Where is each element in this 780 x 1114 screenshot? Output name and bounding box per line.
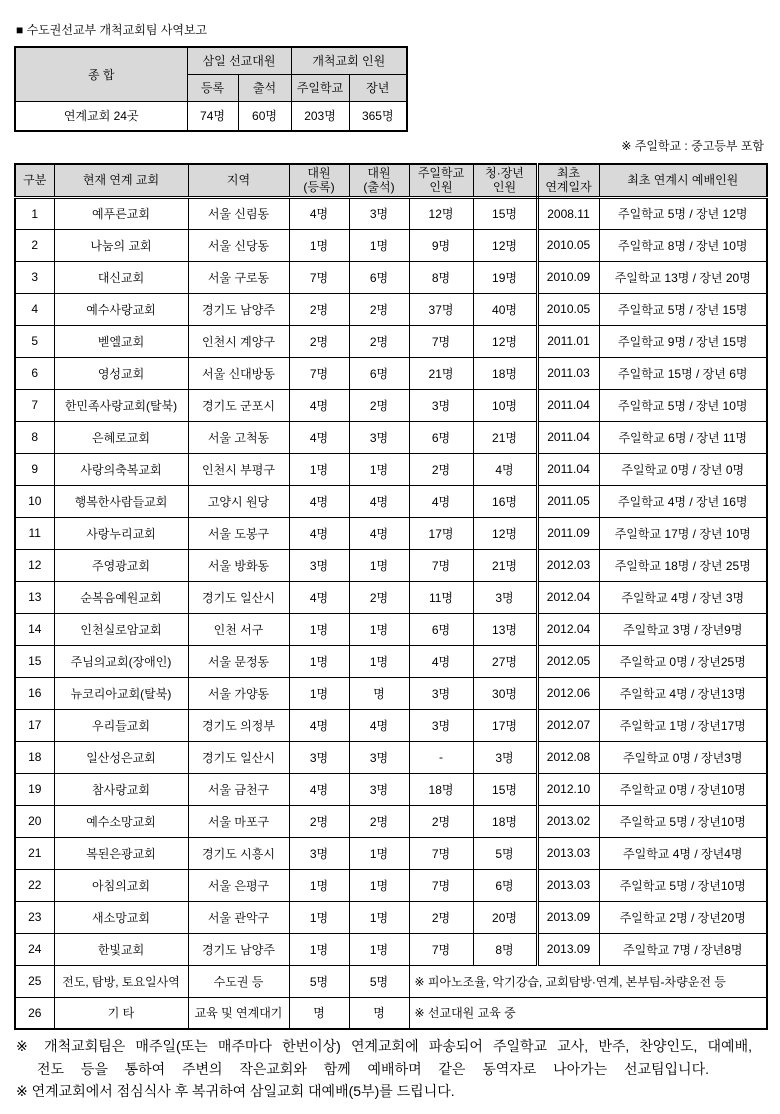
members-registered-cell: 2명 [289, 293, 349, 325]
first-attendance-cell: 주일학교 15명 / 장년 6명 [599, 357, 767, 389]
first-attendance-cell: 주일학교 0명 / 장년3명 [599, 741, 767, 773]
church-name-cell: 새소망교회 [54, 901, 188, 933]
church-name-cell: 복된은광교회 [54, 837, 188, 869]
table-row [15, 581, 767, 613]
members-attended-cell: 4명 [349, 709, 409, 741]
adult-count-cell: 21명 [473, 549, 537, 581]
first-link-date-cell: 2012.04 [537, 581, 599, 613]
row-number-cell: 26 [15, 997, 54, 1029]
first-link-date-cell: 2011.04 [537, 421, 599, 453]
members-attended-cell: 6명 [349, 261, 409, 293]
adult-count-cell: 30명 [473, 677, 537, 709]
table-row [15, 357, 767, 389]
region-cell: 경기도 일산시 [188, 741, 289, 773]
first-link-date-cell: 2012.06 [537, 677, 599, 709]
members-registered-cell: 1명 [289, 901, 349, 933]
adult-count-cell: 3명 [473, 581, 537, 613]
first-link-date-cell: 2013.09 [537, 933, 599, 965]
summary-sunday-school-value: 203명 [291, 101, 349, 131]
row-number-cell: 14 [15, 613, 54, 645]
row-number-cell: 22 [15, 869, 54, 901]
members-registered-cell: 3명 [289, 837, 349, 869]
members-attended-cell: 2명 [349, 293, 409, 325]
summary-header-row [15, 47, 407, 74]
sunday-school-count-cell: 4명 [409, 485, 473, 517]
row-number-cell: 8 [15, 421, 54, 453]
first-attendance-cell: 주일학교 4명 / 장년4명 [599, 837, 767, 869]
church-name-cell: 주님의교회(장애인) [54, 645, 188, 677]
table-row [15, 805, 767, 837]
sunday-school-count-cell: 12명 [409, 197, 473, 229]
members-attended-cell: 1명 [349, 933, 409, 965]
summary-attended-value: 60명 [238, 101, 291, 131]
first-link-date-cell: 2012.04 [537, 613, 599, 645]
sunday-school-count-cell: 8명 [409, 261, 473, 293]
row-number-cell: 4 [15, 293, 54, 325]
sunday-school-count-cell: 7명 [409, 325, 473, 357]
members-registered-cell: 7명 [289, 261, 349, 293]
table-row [15, 965, 767, 997]
members-registered-cell: 3명 [289, 741, 349, 773]
sunday-school-count-cell: 2명 [409, 453, 473, 485]
table-row [15, 293, 767, 325]
members-registered-cell: 4명 [289, 517, 349, 549]
members-attended-cell: 3명 [349, 421, 409, 453]
members-attended-cell: 4명 [349, 517, 409, 549]
table-row [15, 837, 767, 869]
row-number-cell: 9 [15, 453, 54, 485]
members-attended-cell: 3명 [349, 773, 409, 805]
region-cell: 수도권 등 [188, 965, 289, 997]
members-registered-cell: 2명 [289, 325, 349, 357]
summary-row-label: 연계교회 24곳 [15, 101, 187, 131]
members-attended-cell: 1명 [349, 549, 409, 581]
sunday-school-count-cell: 18명 [409, 773, 473, 805]
church-name-cell: 대신교회 [54, 261, 188, 293]
region-cell: 서울 신대방동 [188, 357, 289, 389]
members-attended-cell: 6명 [349, 357, 409, 389]
region-cell: 교육 및 연계대기 [188, 997, 289, 1029]
table-header-row [15, 164, 767, 197]
row-number-cell: 21 [15, 837, 54, 869]
first-attendance-cell: 주일학교 5명 / 장년 10명 [599, 389, 767, 421]
members-registered-cell: 4명 [289, 389, 349, 421]
sunday-school-count-cell: 9명 [409, 229, 473, 261]
table-row [15, 389, 767, 421]
summary-adults-value: 365명 [349, 101, 407, 131]
region-cell: 서울 구로동 [188, 261, 289, 293]
row-number-cell: 25 [15, 965, 54, 997]
sunday-school-note: ※ 주일학교 : 중고등부 포함 [621, 139, 764, 153]
first-link-date-cell: 2008.11 [537, 197, 599, 229]
region-cell: 경기도 일산시 [188, 581, 289, 613]
row-number-cell: 11 [15, 517, 54, 549]
row-number-cell: 19 [15, 773, 54, 805]
first-link-date-cell: 2013.02 [537, 805, 599, 837]
members-attended-cell: 3명 [349, 741, 409, 773]
table-row [15, 197, 767, 229]
church-name-cell: 기 타 [54, 997, 188, 1029]
first-link-date-cell: 2011.03 [537, 357, 599, 389]
church-name-cell: 순복음예원교회 [54, 581, 188, 613]
table-row [15, 645, 767, 677]
members-attended-cell: 1명 [349, 613, 409, 645]
members-registered-cell: 4명 [289, 709, 349, 741]
members-attended-cell: 1명 [349, 645, 409, 677]
members-registered-cell: 1명 [289, 645, 349, 677]
adult-count-cell: 4명 [473, 453, 537, 485]
table-row [15, 549, 767, 581]
sunday-school-count-cell: 11명 [409, 581, 473, 613]
remark-cell: ※ 선교대원 교육 중 [409, 997, 767, 1029]
first-attendance-cell: 주일학교 4명 / 장년13명 [599, 677, 767, 709]
adult-count-cell: 19명 [473, 261, 537, 293]
row-number-cell: 24 [15, 933, 54, 965]
table-row [15, 869, 767, 901]
church-name-cell: 벧엘교회 [54, 325, 188, 357]
header-number: 구분 [15, 164, 54, 197]
first-link-date-cell: 2011.05 [537, 485, 599, 517]
first-attendance-cell: 주일학교 1명 / 장년17명 [599, 709, 767, 741]
table-body [15, 197, 767, 1029]
header-church: 현재 연계 교회 [54, 164, 188, 197]
first-link-date-cell: 2013.03 [537, 837, 599, 869]
row-number-cell: 15 [15, 645, 54, 677]
header-members-registered: 대원 (등록) [289, 164, 349, 197]
region-cell: 인천시 계양구 [188, 325, 289, 357]
adult-count-cell: 12명 [473, 517, 537, 549]
region-cell: 서울 도봉구 [188, 517, 289, 549]
adult-count-cell: 17명 [473, 709, 537, 741]
table-row [15, 421, 767, 453]
members-attended-cell: 2명 [349, 805, 409, 837]
row-number-cell: 3 [15, 261, 54, 293]
first-link-date-cell: 2013.09 [537, 901, 599, 933]
first-link-date-cell: 2010.05 [537, 293, 599, 325]
members-registered-cell: 4명 [289, 773, 349, 805]
header-region: 지역 [188, 164, 289, 197]
row-number-cell: 10 [15, 485, 54, 517]
footer-notes [16, 1035, 756, 1103]
region-cell: 경기도 의정부 [188, 709, 289, 741]
adult-count-cell: 12명 [473, 325, 537, 357]
region-cell: 경기도 남양주 [188, 933, 289, 965]
region-cell: 서울 금천구 [188, 773, 289, 805]
table-row [15, 997, 767, 1029]
church-name-cell: 예푸른교회 [54, 197, 188, 229]
region-cell: 경기도 군포시 [188, 389, 289, 421]
row-number-cell: 13 [15, 581, 54, 613]
first-attendance-cell: 주일학교 0명 / 장년25명 [599, 645, 767, 677]
adult-count-cell: 18명 [473, 357, 537, 389]
table-row [15, 261, 767, 293]
first-attendance-cell: 주일학교 4명 / 장년 3명 [599, 581, 767, 613]
first-link-date-cell: 2012.07 [537, 709, 599, 741]
row-number-cell: 20 [15, 805, 54, 837]
sunday-school-count-cell: 3명 [409, 389, 473, 421]
first-attendance-cell: 주일학교 3명 / 장년9명 [599, 613, 767, 645]
first-attendance-cell: 주일학교 13명 / 장년 20명 [599, 261, 767, 293]
sunday-school-count-cell: 7명 [409, 933, 473, 965]
row-number-cell: 7 [15, 389, 54, 421]
sunday-school-count-cell: 17명 [409, 517, 473, 549]
members-attended-cell: 1명 [349, 453, 409, 485]
members-attended-cell: 5명 [349, 965, 409, 997]
adult-count-cell: 15명 [473, 773, 537, 805]
church-name-cell: 사랑누리교회 [54, 517, 188, 549]
summary-table [14, 46, 408, 132]
row-number-cell: 2 [15, 229, 54, 261]
first-attendance-cell: 주일학교 17명 / 장년 10명 [599, 517, 767, 549]
church-name-cell: 참사랑교회 [54, 773, 188, 805]
adult-count-cell: 21명 [473, 421, 537, 453]
summary-sunday-school-header: 주일학교 [291, 74, 349, 101]
adult-count-cell: 5명 [473, 837, 537, 869]
sunday-school-count-cell: 7명 [409, 837, 473, 869]
sunday-school-count-cell: 6명 [409, 613, 473, 645]
members-registered-cell: 4명 [289, 581, 349, 613]
summary-adults-header: 장년 [349, 74, 407, 101]
church-name-cell: 사랑의축복교회 [54, 453, 188, 485]
adult-count-cell: 16명 [473, 485, 537, 517]
first-link-date-cell: 2012.03 [537, 549, 599, 581]
table-row [15, 773, 767, 805]
first-link-date-cell: 2013.03 [537, 869, 599, 901]
first-attendance-cell: 주일학교 6명 / 장년 11명 [599, 421, 767, 453]
first-link-date-cell: 2012.05 [537, 645, 599, 677]
first-link-date-cell: 2012.10 [537, 773, 599, 805]
members-registered-cell: 2명 [289, 805, 349, 837]
first-link-date-cell: 2010.05 [537, 229, 599, 261]
church-name-cell: 아침의교회 [54, 869, 188, 901]
region-cell: 서울 신림동 [188, 197, 289, 229]
region-cell: 인천시 부평구 [188, 453, 289, 485]
church-name-cell: 예수소망교회 [54, 805, 188, 837]
first-attendance-cell: 주일학교 18명 / 장년 25명 [599, 549, 767, 581]
header-members-attended: 대원 (출석) [349, 164, 409, 197]
table-row [15, 613, 767, 645]
summary-data-row [15, 101, 407, 131]
first-attendance-cell: 주일학교 5명 / 장년10명 [599, 805, 767, 837]
adult-count-cell: 18명 [473, 805, 537, 837]
adult-count-cell: 20명 [473, 901, 537, 933]
first-link-date-cell: 2011.01 [537, 325, 599, 357]
table-row [15, 677, 767, 709]
row-number-cell: 12 [15, 549, 54, 581]
adult-count-cell: 10명 [473, 389, 537, 421]
row-number-cell: 16 [15, 677, 54, 709]
region-cell: 서울 신당동 [188, 229, 289, 261]
table-row [15, 741, 767, 773]
adult-count-cell: 12명 [473, 229, 537, 261]
header-sunday-school: 주일학교 인원 [409, 164, 473, 197]
table-row [15, 933, 767, 965]
row-number-cell: 23 [15, 901, 54, 933]
region-cell: 서울 문정동 [188, 645, 289, 677]
region-cell: 서울 고척동 [188, 421, 289, 453]
members-attended-cell: 2명 [349, 581, 409, 613]
sunday-school-count-cell: 3명 [409, 709, 473, 741]
region-cell: 서울 관악구 [188, 901, 289, 933]
first-link-date-cell: 2011.04 [537, 389, 599, 421]
members-attended-cell: 2명 [349, 389, 409, 421]
church-name-cell: 우리들교회 [54, 709, 188, 741]
members-attended-cell: 3명 [349, 197, 409, 229]
table-row [15, 453, 767, 485]
adult-count-cell: 6명 [473, 869, 537, 901]
church-table [14, 163, 768, 1030]
adult-count-cell: 8명 [473, 933, 537, 965]
members-attended-cell: 1명 [349, 229, 409, 261]
members-attended-cell: 1명 [349, 837, 409, 869]
row-number-cell: 5 [15, 325, 54, 357]
first-attendance-cell: 주일학교 5명 / 장년 12명 [599, 197, 767, 229]
footer-note-line-3: ※ 연계교회에서 점심식사 후 복귀하여 삼일교회 대예배(5부)를 드립니다. [16, 1083, 455, 1099]
region-cell: 서울 은평구 [188, 869, 289, 901]
table-row [15, 325, 767, 357]
church-name-cell: 영성교회 [54, 357, 188, 389]
church-name-cell: 한민족사랑교회(탈북) [54, 389, 188, 421]
members-attended-cell: 명 [349, 997, 409, 1029]
report-title: ■ 수도권선교부 개척교회팀 사역보고 [16, 23, 208, 37]
church-name-cell: 예수사랑교회 [54, 293, 188, 325]
region-cell: 서울 마포구 [188, 805, 289, 837]
row-number-cell: 18 [15, 741, 54, 773]
summary-church-group: 개척교회 인원 [291, 47, 407, 74]
first-link-date-cell: 2011.04 [537, 453, 599, 485]
first-attendance-cell: 주일학교 9명 / 장년 15명 [599, 325, 767, 357]
members-registered-cell: 1명 [289, 453, 349, 485]
church-name-cell: 뉴코리아교회(탈북) [54, 677, 188, 709]
summary-attended-header: 출석 [238, 74, 291, 101]
sunday-school-count-cell: 4명 [409, 645, 473, 677]
members-registered-cell: 1명 [289, 229, 349, 261]
first-attendance-cell: 주일학교 4명 / 장년 16명 [599, 485, 767, 517]
row-number-cell: 6 [15, 357, 54, 389]
footer-note-line-1: ※ 개척교회팀은 매주일(또는 매주마다 한번이상) 연계교회에 파송되어 주일학교 교사, 반주, 찬양인도, 대예배, [16, 1038, 752, 1054]
members-registered-cell: 1명 [289, 613, 349, 645]
church-name-cell: 주영광교회 [54, 549, 188, 581]
table-row [15, 709, 767, 741]
sunday-school-count-cell: - [409, 741, 473, 773]
first-attendance-cell: 주일학교 0명 / 장년10명 [599, 773, 767, 805]
sunday-school-count-cell: 37명 [409, 293, 473, 325]
region-cell: 인천 서구 [188, 613, 289, 645]
summary-missionaries-group: 삼일 선교대원 [187, 47, 291, 74]
first-attendance-cell: 주일학교 5명 / 장년 15명 [599, 293, 767, 325]
first-attendance-cell: 주일학교 7명 / 장년8명 [599, 933, 767, 965]
first-attendance-cell: 주일학교 8명 / 장년 10명 [599, 229, 767, 261]
header-first-attendance: 최초 연계시 예배인원 [599, 164, 767, 197]
sunday-school-count-cell: 7명 [409, 869, 473, 901]
summary-registered-header: 등록 [187, 74, 238, 101]
table-row [15, 517, 767, 549]
members-registered-cell: 1명 [289, 933, 349, 965]
members-registered-cell: 1명 [289, 677, 349, 709]
first-attendance-cell: 주일학교 2명 / 장년20명 [599, 901, 767, 933]
members-registered-cell: 4명 [289, 197, 349, 229]
first-attendance-cell: 주일학교 0명 / 장년 0명 [599, 453, 767, 485]
church-name-cell: 행복한사람들교회 [54, 485, 188, 517]
adult-count-cell: 3명 [473, 741, 537, 773]
table-row [15, 485, 767, 517]
first-link-date-cell: 2011.09 [537, 517, 599, 549]
first-link-date-cell: 2010.09 [537, 261, 599, 293]
members-registered-cell: 7명 [289, 357, 349, 389]
sunday-school-count-cell: 3명 [409, 677, 473, 709]
church-name-cell: 일산성은교회 [54, 741, 188, 773]
footer-note-line-2: 전도 등을 통하여 주변의 작은교회와 함께 예배하며 같은 동역자로 나아가는 선교팀입니다. [37, 1060, 709, 1077]
church-name-cell: 인천실로암교회 [54, 613, 188, 645]
region-cell: 서울 방화동 [188, 549, 289, 581]
members-attended-cell: 1명 [349, 869, 409, 901]
sunday-school-count-cell: 2명 [409, 805, 473, 837]
first-link-date-cell: 2012.08 [537, 741, 599, 773]
members-attended-cell: 명 [349, 677, 409, 709]
summary-registered-value: 74명 [187, 101, 238, 131]
remark-cell: ※ 피아노조율, 악기강습, 교회탐방·연계, 본부팀-차량운전 등 [409, 965, 767, 997]
members-attended-cell: 2명 [349, 325, 409, 357]
members-attended-cell: 1명 [349, 901, 409, 933]
church-name-cell: 나눔의 교회 [54, 229, 188, 261]
members-registered-cell: 4명 [289, 421, 349, 453]
first-attendance-cell: 주일학교 5명 / 장년10명 [599, 869, 767, 901]
members-registered-cell: 1명 [289, 869, 349, 901]
sunday-school-count-cell: 6명 [409, 421, 473, 453]
header-first-date: 최초 연계일자 [537, 164, 599, 197]
sunday-school-count-cell: 21명 [409, 357, 473, 389]
row-number-cell: 17 [15, 709, 54, 741]
church-name-cell: 한빛교회 [54, 933, 188, 965]
summary-total-label: 종 합 [15, 47, 187, 101]
adult-count-cell: 13명 [473, 613, 537, 645]
region-cell: 서울 가양동 [188, 677, 289, 709]
row-number-cell: 1 [15, 197, 54, 229]
members-registered-cell: 명 [289, 997, 349, 1029]
church-name-cell: 은혜로교회 [54, 421, 188, 453]
sunday-school-count-cell: 2명 [409, 901, 473, 933]
adult-count-cell: 15명 [473, 197, 537, 229]
members-registered-cell: 3명 [289, 549, 349, 581]
church-name-cell: 전도, 탐방, 토요일사역 [54, 965, 188, 997]
table-row [15, 901, 767, 933]
members-registered-cell: 4명 [289, 485, 349, 517]
members-registered-cell: 5명 [289, 965, 349, 997]
region-cell: 고양시 원당 [188, 485, 289, 517]
table-row [15, 229, 767, 261]
region-cell: 경기도 시흥시 [188, 837, 289, 869]
members-attended-cell: 4명 [349, 485, 409, 517]
header-adults: 청·장년 인원 [473, 164, 537, 197]
region-cell: 경기도 남양주 [188, 293, 289, 325]
adult-count-cell: 40명 [473, 293, 537, 325]
sunday-school-count-cell: 7명 [409, 549, 473, 581]
adult-count-cell: 27명 [473, 645, 537, 677]
